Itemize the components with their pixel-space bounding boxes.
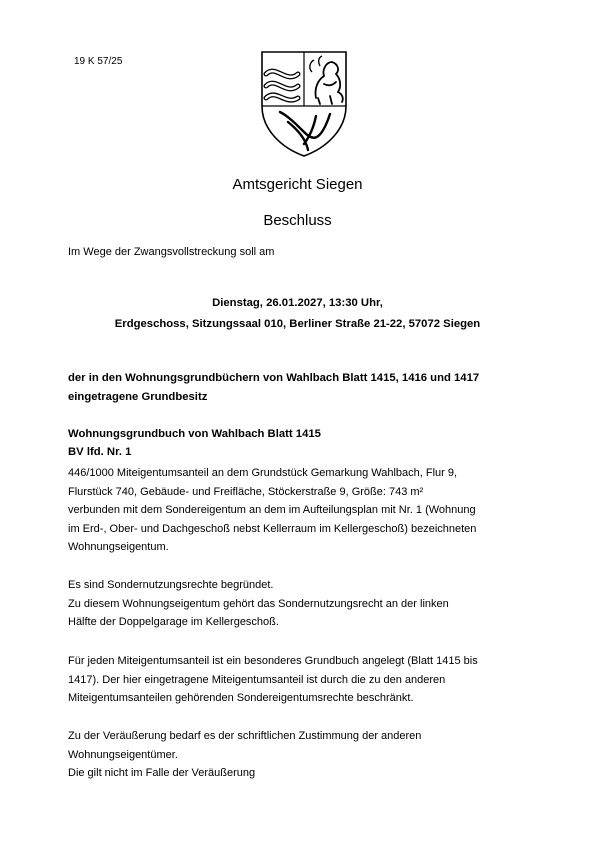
nrw-coat-of-arms-icon xyxy=(258,48,350,158)
text-line: 1417). Der hier eingetragene Miteigentumsanteil ist durch die zu den anderen xyxy=(68,673,446,686)
text-line: Zu der Veräußerung bedarf es der schriftlichen Zustimmung der anderen xyxy=(68,730,422,742)
text-line: Zu diesem Wohnungseigentum gehört das Sondernutzungsrecht an der linken xyxy=(68,597,449,610)
usage-rights-paragraph xyxy=(68,576,538,632)
text-line: Die gilt nicht im Falle der Veräußerung xyxy=(68,767,256,779)
text-line: Es sind Sondernutzungsrechte begründet. xyxy=(68,579,274,591)
auction-location: Erdgeschoss, Sitzungssaal 010, Berliner Straße 21-22, 57072 Siegen xyxy=(114,318,481,330)
auction-date: Dienstag, 26.01.2027, 13:30 Uhr, xyxy=(212,297,383,309)
sale-consent-paragraph xyxy=(68,727,538,783)
intro-text: Im Wege der Zwangsvollstreckung soll am xyxy=(68,246,275,258)
grundbuch-heading: Wohnungsgrundbuch von Wahlbach Blatt 1415 xyxy=(68,428,321,440)
text-line: Wohnungseigentümer. xyxy=(68,748,178,761)
case-number: 19 K 57/25 xyxy=(74,56,123,67)
document-title: Beschluss xyxy=(263,212,332,229)
court-name: Amtsgericht Siegen xyxy=(232,176,363,193)
co-ownership-paragraph xyxy=(68,652,538,708)
text-line: Für jeden Miteigentumsanteil ist ein besonderes Grundbuch angelegt (Blatt 1415 bis xyxy=(68,655,478,667)
property-description xyxy=(68,464,538,557)
subject-line: eingetragene Grundbesitz xyxy=(68,391,208,403)
subject-line: der in den Wohnungsgrundbüchern von Wahlbach Blatt 1415, 1416 und 1417 xyxy=(68,372,480,384)
text-line: verbunden mit dem Sondereigentum an dem im Aufteilungsplan mit Nr. 1 (Wohnung xyxy=(68,504,476,516)
bv-heading: BV lfd. Nr. 1 xyxy=(68,446,132,458)
text-line: Miteigentumsanteilen gehörenden Sondereigentumsrechte beschränkt. xyxy=(68,692,414,704)
text-line: im Erd-, Ober- und Dachgeschoß nebst Kellerraum im Kellergeschoß) bezeichneten xyxy=(68,522,477,535)
text-line: 446/1000 Miteigentumsanteil an dem Grundstück Gemarkung Wahlbach, Flur 9, xyxy=(68,467,458,479)
text-line: Flurstück 740, Gebäude- und Freifläche, Stöckerstraße 9, Größe: 743 m² xyxy=(68,485,424,498)
subject-heading xyxy=(68,369,528,407)
text-line: Hälfte der Doppelgarage im Kellergeschoß. xyxy=(68,616,279,628)
text-line: Wohnungseigentum. xyxy=(68,541,169,553)
